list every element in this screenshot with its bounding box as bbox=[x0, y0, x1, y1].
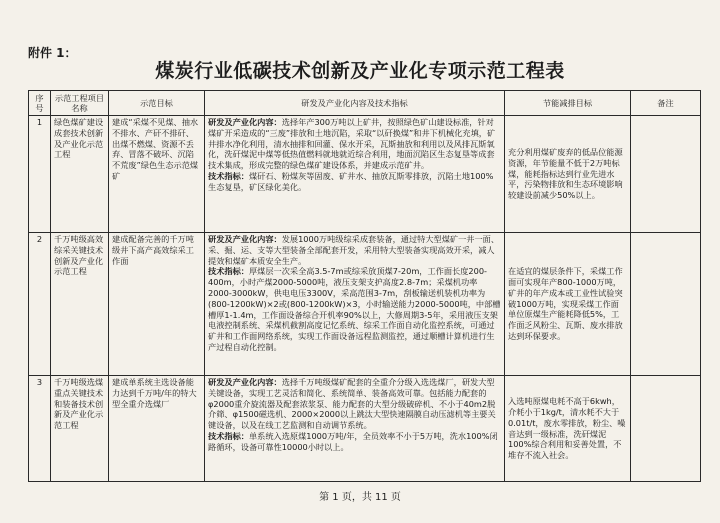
project-goal: 建成配备完善的千万吨级井下高产高效综采工作面 bbox=[109, 233, 205, 376]
content-heading: 研发及产业化内容： bbox=[208, 117, 282, 127]
header-content: 研发及产业化内容及技术指标 bbox=[205, 91, 505, 116]
annex-label: 附件 1： bbox=[28, 46, 77, 60]
saving-target: 充分利用煤矿废弃的低品位能源资源，年节能量不低于2万吨标煤，能耗指标达到行业先进水平，污染物排放和生态环境影响较建设前减少50%以上。 bbox=[505, 116, 631, 233]
project-content bbox=[205, 116, 505, 233]
page-footer: 第 1 页，共 11 页 bbox=[319, 492, 401, 503]
project-table bbox=[28, 90, 701, 482]
table-row bbox=[29, 116, 701, 233]
project-name: 千万吨级选煤重点关键技术和装备技术创新及产业化示范工程 bbox=[51, 376, 109, 482]
table-row bbox=[29, 233, 701, 376]
project-content bbox=[205, 233, 505, 376]
spec-text: 单系统入选原煤1000万吨/年，全员效率不小于5万吨，洗水100%闭路循环，设备可靠性10000小时以上。 bbox=[208, 430, 498, 452]
header-goal: 示范目标 bbox=[109, 91, 205, 116]
content-text: 选择年产300万吨以上矿井，按照绿色矿山建设标准，针对煤矿开采造成的“三废”排放和土地沉陷，采取“以矸换煤”和井下机械化充填，矿井排水净化利用，清水抽排和回灌、保水开采，瓦斯抽放和利用以及风排瓦斯氧化，洗矸煤泥中煤等低热值燃料就地就近综合利用，地面沉陷区生态复垦等成套技术集成，形成完整的绿色煤矿建设体系，并建成示范矿井。 bbox=[208, 117, 496, 171]
remark bbox=[631, 116, 701, 233]
content-text: 选择千万吨级煤矿配套的全重介分级入选选煤厂，研发大型关键设备，实现工艺灵活和简化、系统简单、装备高效可靠。包括能力配套的φ2000重介旋流器及配套浓浆泵、能力配套的大型分级破碎机、不小于40m2脱介筛、φ1500磁选机、2000×2000以上跳汰大型快速隔膜自动压滤机等主要关键设备，以及在线工艺监测和自动调节系统。 bbox=[208, 377, 496, 431]
document-title: 煤炭行业低碳技术创新及产业化专项示范工程表 bbox=[155, 60, 565, 82]
saving-target: 入选吨原煤电耗不高于6kwh，介耗小于1kg/t，清水耗不大于0.01t/t，废水零排放，粉尘、噪音达到一级标准，洗矸煤泥100%综合利用和妥善处置，不堆存不流入社会。 bbox=[505, 376, 631, 482]
content-heading: 研发及产业化内容： bbox=[208, 377, 282, 387]
remark bbox=[631, 233, 701, 376]
remark bbox=[631, 376, 701, 482]
row-number: 2 bbox=[29, 233, 51, 376]
row-number: 3 bbox=[29, 376, 51, 482]
header-saving: 节能减排目标 bbox=[505, 91, 631, 116]
content-heading: 研发及产业化内容： bbox=[208, 234, 282, 244]
header-no: 序号 bbox=[29, 91, 51, 116]
header-remark: 备注 bbox=[631, 91, 701, 116]
spec-heading: 技术指标： bbox=[208, 430, 249, 441]
row-number: 1 bbox=[29, 116, 51, 233]
spec-heading: 技术指标： bbox=[208, 266, 249, 277]
project-goal: 建成单系统主选设备能力达到千万吨/年的特大型全重介选煤厂 bbox=[109, 376, 205, 482]
spec-heading: 技术指标： bbox=[208, 170, 249, 181]
project-content bbox=[205, 376, 505, 482]
saving-target: 在适宜的煤层条件下，采煤工作面可实现年产800-1000万吨，矿井的年产成本或工业性试验突破1000万吨，实现采煤工作面单位原煤生产能耗降低5%，工作面乏风粉尘、瓦斯、废水排放达到环保要求。 bbox=[505, 233, 631, 376]
project-name: 千万吨级高效综采关键技术创新及产业化示范工程 bbox=[51, 233, 109, 376]
project-name: 绿色煤矿建设成套技术创新及产业化示范工程 bbox=[51, 116, 109, 233]
project-goal: 建成“采煤不见煤、抽水不排水、产矸不排矸、出煤不燃煤、资源不丢弃、冒落不破坏、沉陷不荒废”绿色生态示范煤矿 bbox=[109, 116, 205, 233]
spec-text: 煤矸石、粉煤灰等固废、矿井水、抽放瓦斯零排放，沉陷土地100%生态复垦，矿区绿化美化。 bbox=[208, 170, 494, 192]
table-header-row bbox=[29, 91, 701, 116]
header-project-name: 示范工程项目名称 bbox=[51, 91, 109, 116]
spec-text: 厚煤层一次采全高3.5-7m或综采放顶煤7-20m，工作面长度200-400m，小时产煤2000-5000吨，液压支架支护高度2.8-7m；采煤机功率2000-3000kW，供电电压3300V，采高范围3-7m，刮板输送机装机功率为(800-1200kW)×2或(800-1200kW)×3，小时输送能力2000-5000吨，中部槽槽厚1-1.4m，工作面设备综合开机率90%以上，大修周期3-5年，采用液压支架电液控制系统、采煤机截割高度记忆系统、综采工作面自动化监控系统，可通过矿井和工作面网络系统，实现工作面设备远程监测监控，通过顺槽计算机进行生产过程自动化控制。 bbox=[208, 266, 501, 352]
table-row bbox=[29, 376, 701, 482]
content-text: 发展1000万吨级综采成套装备，通过特大型煤矿一井一面、采、掘、运、支等大型装备全部配套开发，采用特大型装备实现高效开采，减人提效和煤矿本质安全生产。 bbox=[208, 234, 500, 266]
